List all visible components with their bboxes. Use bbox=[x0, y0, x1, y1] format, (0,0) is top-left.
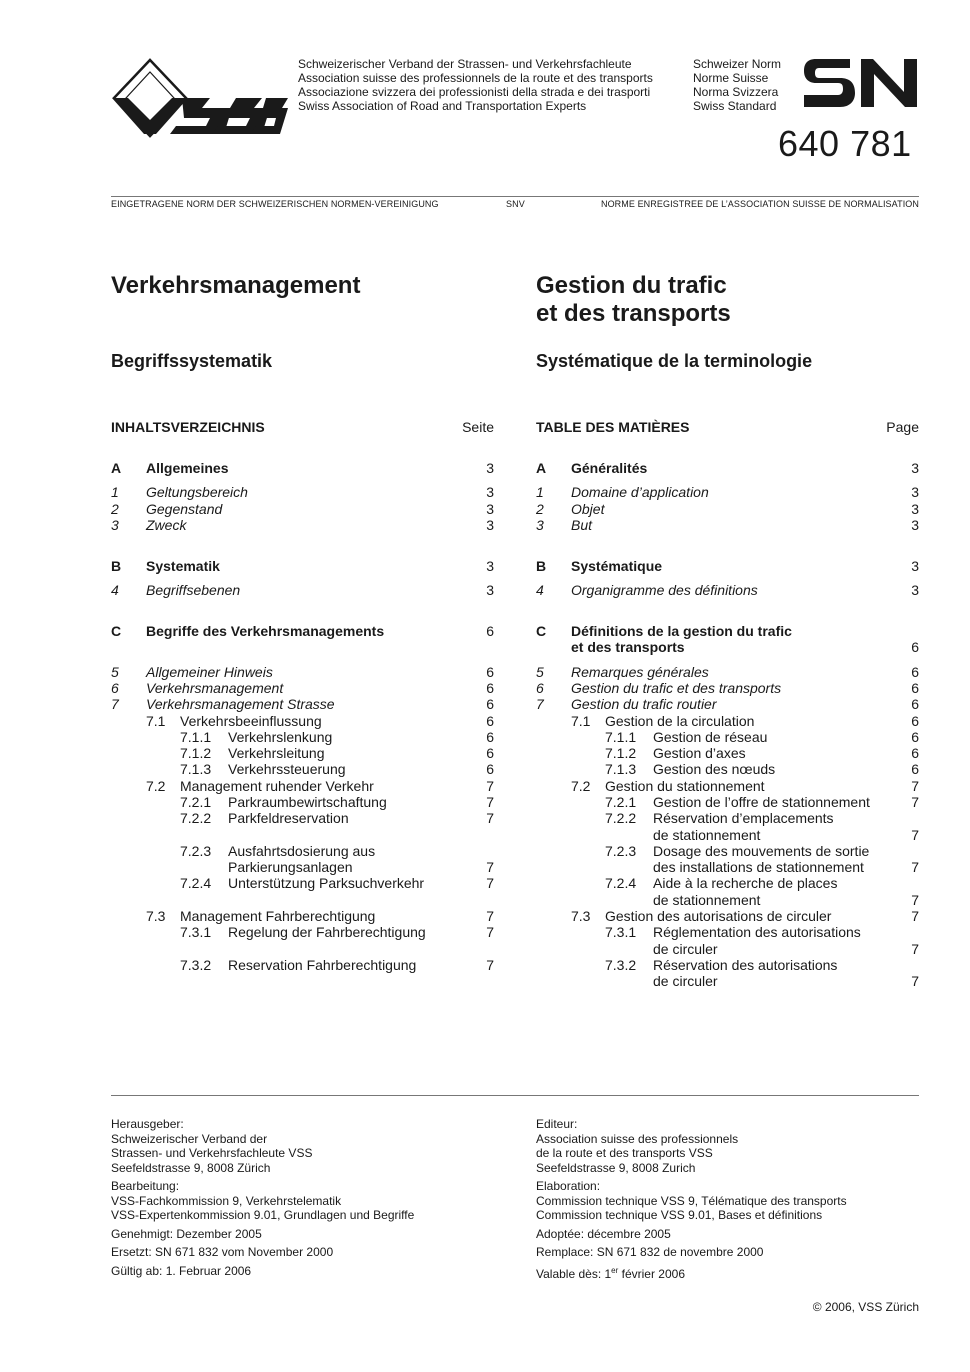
toc-entry-page: 3 bbox=[486, 582, 494, 598]
toc-entry bbox=[111, 558, 494, 574]
footer-line: VSS-Fachkommission 9, Verkehrstelematik bbox=[111, 1193, 342, 1208]
vss-logo bbox=[110, 58, 290, 145]
toc-entry bbox=[536, 558, 919, 574]
toc-entry bbox=[536, 582, 919, 598]
toc-entry bbox=[111, 664, 494, 680]
toc-entry bbox=[536, 875, 919, 891]
toc-entry-title: et des transports bbox=[571, 639, 685, 655]
toc-entry-number: B bbox=[536, 558, 547, 574]
toc-entry-number: 7 bbox=[536, 696, 544, 712]
toc-entry bbox=[536, 924, 919, 940]
toc-entry bbox=[536, 460, 919, 476]
toc-entry bbox=[111, 810, 494, 826]
toc-entry-number: 7.2.1 bbox=[605, 794, 637, 810]
footer-line: Bearbeitung: bbox=[111, 1179, 180, 1193]
toc-entry-page: 3 bbox=[911, 501, 919, 517]
toc-title-fr: TABLE DES MATIÈRES bbox=[536, 419, 690, 435]
toc-entry-page: 3 bbox=[911, 484, 919, 500]
organization-names bbox=[298, 57, 653, 113]
toc-entry bbox=[111, 875, 494, 891]
subtitle-fr: Systématique de la terminologie bbox=[536, 351, 813, 371]
toc-entry-number: 7 bbox=[111, 696, 119, 712]
footer-fr bbox=[536, 1117, 926, 1281]
toc-entry-page: 6 bbox=[911, 639, 919, 655]
toc-entry-title: Gestion des autorisations de circuler bbox=[605, 908, 832, 924]
toc-entry-title: de stationnement bbox=[653, 892, 761, 908]
page-label-de: Seite bbox=[462, 419, 494, 435]
toc-entry bbox=[111, 713, 494, 729]
footer-line: Association suisse des professionnels bbox=[536, 1131, 739, 1146]
toc-entry-title: Verkehrslenkung bbox=[228, 729, 333, 745]
toc-entry-number: 7.1 bbox=[571, 713, 591, 729]
toc-entry-title: Objet bbox=[571, 501, 605, 517]
toc-entry-page: 6 bbox=[486, 696, 494, 712]
toc-entry-page: 7 bbox=[911, 827, 919, 843]
toc-entry bbox=[111, 859, 494, 875]
toc-entry-page: 7 bbox=[486, 924, 494, 940]
toc-entry-title: Parkfeldreservation bbox=[228, 810, 349, 826]
toc-entry-page: 3 bbox=[486, 501, 494, 517]
toc-entry-number: 4 bbox=[536, 582, 544, 598]
footer-valid-suffix: février 2006 bbox=[618, 1266, 685, 1281]
toc-entry-title: Verkehrsmanagement bbox=[146, 680, 284, 696]
toc-entry-number: 4 bbox=[111, 582, 119, 598]
toc-entry-page: 3 bbox=[911, 517, 919, 533]
toc-entry-page: 6 bbox=[911, 680, 919, 696]
header-divider bbox=[111, 196, 919, 197]
toc-entry-number: 6 bbox=[536, 680, 544, 696]
toc-entry-title: Gestion de réseau bbox=[653, 729, 768, 745]
toc-fr bbox=[536, 460, 919, 1000]
toc-entry-number: 7.3.2 bbox=[180, 957, 212, 973]
footer-line: de la route et des transports VSS bbox=[536, 1146, 713, 1160]
registered-fr: NORME ENREGISTREE DE L’ASSOCIATION SUISSE DE NORMALISATION bbox=[600, 199, 919, 209]
toc-entry-page: 6 bbox=[486, 680, 494, 696]
toc-entry bbox=[536, 908, 919, 924]
toc-entry-number: 7.2.2 bbox=[605, 810, 637, 826]
toc-entry bbox=[536, 639, 919, 655]
toc-entry-title: Management Fahrberechtigung bbox=[180, 908, 376, 924]
footer-line: Strassen- und Verkehrsfachleute VSS bbox=[111, 1146, 313, 1160]
toc-entry-number: 7.3.1 bbox=[605, 924, 637, 940]
toc-entry-title: Gestion des nœuds bbox=[653, 761, 776, 777]
toc-entry-title: Allgemeiner Hinweis bbox=[146, 664, 273, 680]
toc-entry bbox=[111, 517, 494, 533]
toc-entry-number: B bbox=[111, 558, 122, 574]
toc-entry-title: Verkehrssteuerung bbox=[228, 761, 346, 777]
toc-entry bbox=[111, 957, 494, 973]
toc-entry-page: 6 bbox=[911, 761, 919, 777]
toc-entry-number: 7.1.3 bbox=[180, 761, 212, 777]
toc-entry bbox=[111, 623, 494, 639]
toc-entry-title: des installations de stationnement bbox=[653, 859, 864, 875]
toc-entry-title: Systematik bbox=[146, 558, 220, 574]
toc-entry-page: 6 bbox=[486, 713, 494, 729]
toc-entry bbox=[111, 794, 494, 810]
registered-snv: SNV bbox=[506, 199, 525, 209]
footer-line: Elaboration: bbox=[536, 1179, 601, 1193]
toc-entry-title: Gestion du trafic et des transports bbox=[571, 680, 782, 696]
toc-entry-title: Gestion d’axes bbox=[653, 745, 746, 761]
title-fr-line: et des transports bbox=[536, 300, 731, 327]
toc-entry-number: 3 bbox=[111, 517, 119, 533]
toc-entry-number: 7.3.2 bbox=[605, 957, 637, 973]
org-line: Schweizerischer Verband der Strassen- und Verkehrsfachleute bbox=[298, 57, 632, 71]
toc-entry-number: 2 bbox=[536, 501, 544, 517]
toc-entry-number: 7.1.1 bbox=[180, 729, 212, 745]
org-line: Associazione svizzera dei professionisti della strada e dei trasporti bbox=[298, 85, 651, 99]
toc-entry-page: 7 bbox=[486, 859, 494, 875]
toc-entry-number: 7.2.3 bbox=[180, 843, 212, 859]
toc-entry-number: 7.2 bbox=[146, 778, 166, 794]
toc-entry bbox=[536, 501, 919, 517]
toc-entry-title: Verkehrsmanagement Strasse bbox=[146, 696, 335, 712]
norm-line: Norme Suisse bbox=[693, 71, 769, 85]
toc-entry-page: 7 bbox=[486, 908, 494, 924]
toc-entry bbox=[111, 761, 494, 777]
toc-entry-title: Généralités bbox=[571, 460, 648, 476]
footer-line: Editeur: bbox=[536, 1117, 578, 1131]
toc-entry-number: 7.3 bbox=[146, 908, 166, 924]
toc-entry-title: Parkraumbewirtschaftung bbox=[228, 794, 387, 810]
toc-entry-number: 7.2.4 bbox=[180, 875, 212, 891]
toc-entry-page: 6 bbox=[911, 664, 919, 680]
toc-entry-number: 7.1.2 bbox=[605, 745, 637, 761]
footer-divider bbox=[111, 1095, 919, 1096]
toc-entry bbox=[536, 761, 919, 777]
toc-entry-page: 6 bbox=[911, 745, 919, 761]
toc-entry-page: 6 bbox=[486, 745, 494, 761]
footer-line: Adoptée: décembre 2005 bbox=[536, 1226, 671, 1241]
toc-entry-title: Réglementation des autorisations bbox=[653, 924, 861, 940]
toc-entry-title: Verkehrsbeeinflussung bbox=[180, 713, 322, 729]
toc-entry-title: Ausfahrtsdosierung aus bbox=[228, 843, 376, 859]
toc-entry-number: 7.1.2 bbox=[180, 745, 212, 761]
toc-entry-number: 7.1 bbox=[146, 713, 166, 729]
org-line: Swiss Association of Road and Transportation Experts bbox=[298, 99, 587, 113]
toc-entry-page: 7 bbox=[486, 794, 494, 810]
toc-entry-page: 3 bbox=[486, 484, 494, 500]
toc-entry-page: 6 bbox=[486, 664, 494, 680]
norm-line: Swiss Standard bbox=[693, 99, 777, 113]
footer-line: Gültig ab: 1. Februar 2006 bbox=[111, 1263, 252, 1278]
copyright: © 2006, VSS Zürich bbox=[812, 1300, 919, 1314]
toc-entry-title: Begriffsebenen bbox=[146, 582, 241, 598]
toc-entry bbox=[111, 778, 494, 794]
toc-entry bbox=[536, 973, 919, 989]
toc-entry-title: Unterstützung Parksuchverkehr bbox=[228, 875, 425, 891]
footer-line: Remplace: SN 671 832 de novembre 2000 bbox=[536, 1245, 764, 1259]
toc-entry-title: Zweck bbox=[146, 517, 187, 533]
toc-entry-number: 3 bbox=[536, 517, 544, 533]
toc-entry-title: Management ruhender Verkehr bbox=[180, 778, 374, 794]
toc-entry bbox=[111, 460, 494, 476]
title-fr bbox=[536, 272, 731, 328]
sn-logo bbox=[802, 56, 920, 115]
footer-line: Schweizerischer Verband der bbox=[111, 1131, 268, 1146]
toc-entry-title: Begriffe des Verkehrsmanagements bbox=[146, 623, 385, 639]
toc-entry-title: Verkehrsleitung bbox=[228, 745, 325, 761]
toc-entry-page: 3 bbox=[486, 558, 494, 574]
toc-entry bbox=[111, 745, 494, 761]
subtitle-de: Begriffssystematik bbox=[111, 351, 273, 371]
toc-entry-number: 7.3.1 bbox=[180, 924, 212, 940]
toc-entry-title: But bbox=[571, 517, 593, 533]
toc-entry bbox=[536, 843, 919, 859]
toc-entry-title: Réservation d’emplacements bbox=[653, 810, 834, 826]
toc-de bbox=[111, 460, 494, 980]
toc-entry bbox=[536, 941, 919, 957]
toc-entry bbox=[111, 680, 494, 696]
toc-entry-page: 3 bbox=[486, 460, 494, 476]
footer-line: Seefeldstrasse 9, 8008 Zurich bbox=[536, 1160, 696, 1175]
toc-entry-page: 7 bbox=[486, 778, 494, 794]
footer-line: Seefeldstrasse 9, 8008 Zürich bbox=[111, 1160, 271, 1175]
toc-entry-title: Remarques générales bbox=[571, 664, 709, 680]
toc-entry-title: de circuler bbox=[653, 973, 718, 989]
footer-line: Herausgeber: bbox=[111, 1117, 184, 1131]
toc-entry-title: Reservation Fahrberechtigung bbox=[228, 957, 417, 973]
toc-entry bbox=[536, 827, 919, 843]
footer-line: Commission technique VSS 9, Télématique des transports bbox=[536, 1193, 847, 1208]
toc-entry-number: 7.2.3 bbox=[605, 843, 637, 859]
toc-entry-number: 7.2.1 bbox=[180, 794, 212, 810]
toc-entry-page: 7 bbox=[911, 973, 919, 989]
page-label-fr: Page bbox=[886, 419, 919, 435]
toc-entry-number: 1 bbox=[111, 484, 119, 500]
toc-entry-page: 7 bbox=[911, 778, 919, 794]
toc-entry-title: Domaine d’application bbox=[571, 484, 709, 500]
toc-entry-page: 6 bbox=[911, 713, 919, 729]
footer-de bbox=[111, 1117, 521, 1278]
toc-entry-title: Gestion de la circulation bbox=[605, 713, 755, 729]
toc-entry bbox=[536, 729, 919, 745]
toc-entry-title: de circuler bbox=[653, 941, 718, 957]
toc-entry bbox=[536, 778, 919, 794]
toc-entry-title: Gegenstand bbox=[146, 501, 223, 517]
toc-title-de: INHALTSVERZEICHNIS bbox=[111, 419, 265, 435]
footer-line: Genehmigt: Dezember 2005 bbox=[111, 1226, 262, 1241]
toc-entry-title: Aide à la recherche de places bbox=[653, 875, 838, 891]
toc-entry-title: Geltungsbereich bbox=[146, 484, 248, 500]
toc-entry bbox=[536, 517, 919, 533]
toc-entry-number: 7.2 bbox=[571, 778, 591, 794]
registered-de: EINGETRAGENE NORM DER SCHWEIZERISCHEN NORMEN-VEREINIGUNG bbox=[111, 199, 439, 209]
toc-entry-number: A bbox=[536, 460, 547, 476]
toc-entry-page: 6 bbox=[486, 761, 494, 777]
toc-entry-title: Gestion de l’offre de stationnement bbox=[653, 794, 870, 810]
toc-entry-number: C bbox=[536, 623, 547, 639]
document-number: 640 781 bbox=[778, 123, 912, 164]
toc-entry bbox=[111, 696, 494, 712]
toc-entry-page: 7 bbox=[911, 794, 919, 810]
footer-line: Commission technique VSS 9.01, Bases et définitions bbox=[536, 1208, 823, 1222]
norm-type-labels bbox=[693, 57, 781, 113]
toc-entry bbox=[536, 623, 919, 639]
norm-line: Norma Svizzera bbox=[693, 85, 779, 99]
toc-entry bbox=[536, 892, 919, 908]
toc-entry-number: 7.1.1 bbox=[605, 729, 637, 745]
footer-valid-prefix: Valable dès: 1 bbox=[536, 1266, 612, 1281]
toc-entry-number: 6 bbox=[111, 680, 119, 696]
toc-entry-page: 7 bbox=[911, 941, 919, 957]
toc-entry bbox=[536, 680, 919, 696]
toc-entry-page: 6 bbox=[911, 729, 919, 745]
toc-entry-page: 7 bbox=[486, 810, 494, 826]
footer-valid-sup: er bbox=[611, 1265, 619, 1275]
toc-entry bbox=[111, 729, 494, 745]
toc-entry-page: 3 bbox=[911, 460, 919, 476]
toc-entry-page: 7 bbox=[911, 859, 919, 875]
toc-entry-page: 7 bbox=[486, 957, 494, 973]
toc-entry bbox=[111, 484, 494, 500]
toc-entry bbox=[111, 924, 494, 940]
toc-entry-title: de stationnement bbox=[653, 827, 761, 843]
footer-line: VSS-Expertenkommission 9.01, Grundlagen und Begriffe bbox=[111, 1208, 415, 1222]
toc-entry bbox=[111, 501, 494, 517]
toc-entry-title: Systématique bbox=[571, 558, 663, 574]
title-de: Verkehrsmanagement bbox=[111, 272, 361, 299]
toc-entry bbox=[536, 713, 919, 729]
toc-entry-page: 7 bbox=[911, 908, 919, 924]
toc-entry-number: 5 bbox=[536, 664, 544, 680]
toc-entry bbox=[111, 843, 494, 859]
toc-entry-page: 3 bbox=[911, 582, 919, 598]
toc-entry-page: 3 bbox=[486, 517, 494, 533]
toc-entry bbox=[536, 859, 919, 875]
toc-entry-title: Définitions de la gestion du trafic bbox=[571, 623, 792, 639]
toc-entry-page: 6 bbox=[911, 696, 919, 712]
toc-entry-title: Allgemeines bbox=[146, 460, 229, 476]
toc-entry bbox=[111, 908, 494, 924]
toc-entry-number: 1 bbox=[536, 484, 544, 500]
norm-line: Schweizer Norm bbox=[693, 57, 782, 71]
toc-entry-page: 6 bbox=[486, 623, 494, 639]
toc-entry bbox=[536, 810, 919, 826]
toc-entry bbox=[536, 794, 919, 810]
toc-entry-title: Gestion du stationnement bbox=[605, 778, 765, 794]
toc-entry-number: 7.2.4 bbox=[605, 875, 637, 891]
toc-entry bbox=[536, 957, 919, 973]
toc-entry bbox=[111, 582, 494, 598]
org-line: Association suisse des professionnels de la route et des transports bbox=[298, 71, 653, 85]
toc-entry bbox=[536, 745, 919, 761]
toc-entry-number: C bbox=[111, 623, 122, 639]
toc-entry-page: 7 bbox=[911, 892, 919, 908]
toc-entry-number: 5 bbox=[111, 664, 119, 680]
footer-line: Ersetzt: SN 671 832 vom November 2000 bbox=[111, 1245, 334, 1259]
toc-entry-page: 6 bbox=[486, 729, 494, 745]
toc-entry-title: Organigramme des définitions bbox=[571, 582, 758, 598]
toc-entry-number: 7.3 bbox=[571, 908, 591, 924]
toc-entry-number: A bbox=[111, 460, 122, 476]
toc-entry-number: 2 bbox=[111, 501, 119, 517]
toc-entry-number: 7.1.3 bbox=[605, 761, 637, 777]
toc-entry-title: Dosage des mouvements de sortie bbox=[653, 843, 870, 859]
toc-entry-page: 7 bbox=[486, 875, 494, 891]
toc-entry bbox=[536, 696, 919, 712]
toc-entry-number: 7.2.2 bbox=[180, 810, 212, 826]
toc-entry bbox=[536, 664, 919, 680]
toc-entry-title: Réservation des autorisations bbox=[653, 957, 838, 973]
toc-entry-title: Gestion du trafic routier bbox=[571, 696, 717, 712]
toc-entry-title: Parkierungsanlagen bbox=[228, 859, 353, 875]
toc-entry bbox=[536, 484, 919, 500]
toc-entry-page: 3 bbox=[911, 558, 919, 574]
toc-entry-title: Regelung der Fahrberechtigung bbox=[228, 924, 426, 940]
title-fr-line: Gestion du trafic bbox=[536, 272, 727, 299]
